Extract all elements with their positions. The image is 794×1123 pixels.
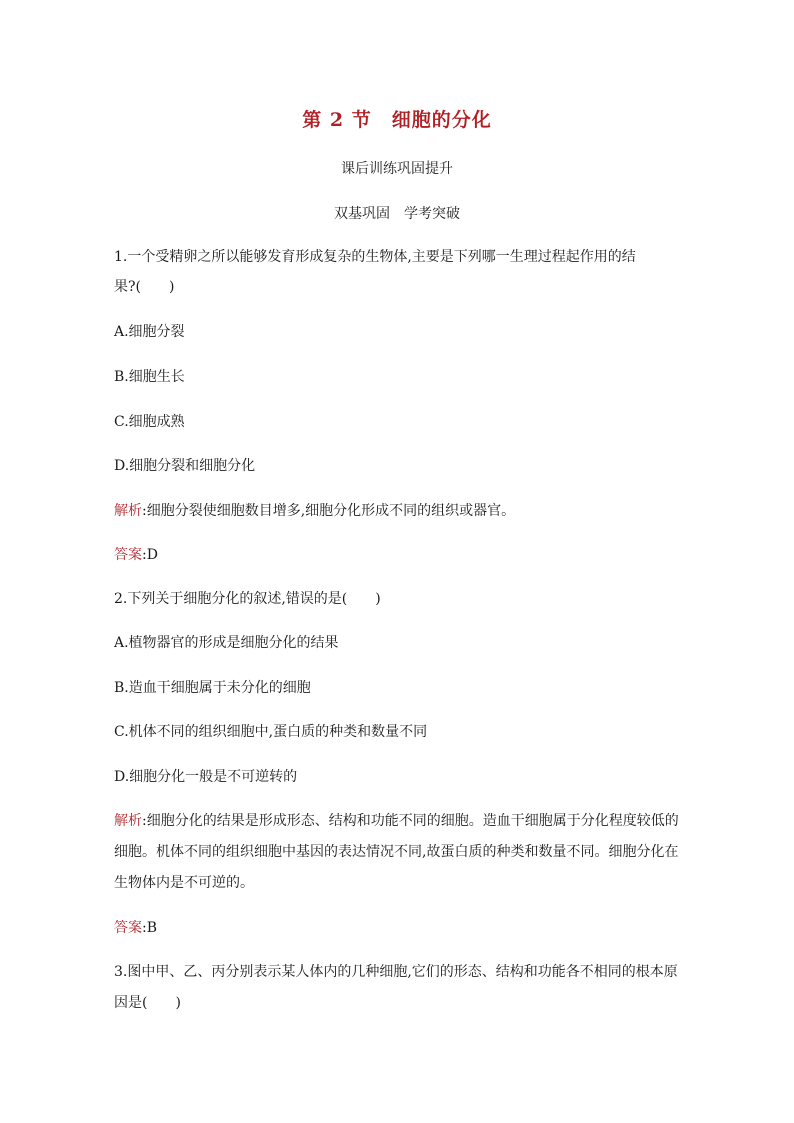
q1-option-c: C.细胞成熟	[114, 414, 185, 430]
q1-analysis-label: 解析	[114, 503, 142, 519]
q1-option-b: B.细胞生长	[114, 369, 185, 385]
q3-stem-line2: 因是( )	[114, 995, 181, 1011]
q2-answer	[114, 918, 694, 938]
q3-stem-line1: 3.图中甲、乙、丙分别表示某人体内的几种细胞,它们的形态、结构和功能各不相同的根本原	[114, 964, 678, 980]
q2-answer-text: :B	[142, 920, 158, 936]
q2-analysis-text-1: :细胞分化的结果是形成形态、结构和功能不同的细胞。造血干细胞属于分化程度较低的	[142, 813, 679, 829]
q2-option-d: D.细胞分化一般是不可逆转的	[114, 769, 298, 785]
q2-option-c: C.机体不同的组织细胞中,蛋白质的种类和数量不同	[114, 724, 428, 740]
q2-stem: 2.下列关于细胞分化的叙述,错误的是( )	[114, 591, 381, 607]
q1-stem-line1: 1.一个受精卵之所以能够发育形成复杂的生物体,主要是下列哪一生理过程起作用的结	[114, 249, 636, 265]
q2-analysis-line2: 细胞。机体不同的组织细胞中基因的表达情况不同,故蛋白质的种类和数量不同。细胞分化在	[114, 844, 679, 860]
section-heading: 课后训练巩固提升	[341, 161, 453, 177]
q1-answer-label: 答案	[114, 547, 142, 563]
q1-answer	[114, 545, 694, 565]
q2-analysis-line1	[114, 811, 694, 831]
q1-option-d: D.细胞分裂和细胞分化	[114, 458, 256, 474]
q1-answer-text: :D	[142, 547, 158, 563]
q1-stem-line2: 果?( )	[114, 279, 175, 295]
q2-answer-label: 答案	[114, 920, 142, 936]
q2-option-b: B.造血干细胞属于未分化的细胞	[114, 680, 311, 696]
q1-analysis-text: :细胞分裂使细胞数目增多,细胞分化形成不同的组织或器官。	[142, 503, 516, 519]
q1-analysis	[114, 501, 694, 521]
page-title: 第 2 节 细胞的分化	[302, 109, 492, 131]
q2-analysis-line3: 生物体内是不可逆的。	[114, 875, 254, 891]
subsection-heading: 双基巩固 学考突破	[334, 206, 460, 222]
q2-option-a: A.植物器官的形成是细胞分化的结果	[114, 635, 339, 651]
q2-analysis-label: 解析	[114, 813, 142, 829]
q1-option-a: A.细胞分裂	[114, 324, 185, 340]
